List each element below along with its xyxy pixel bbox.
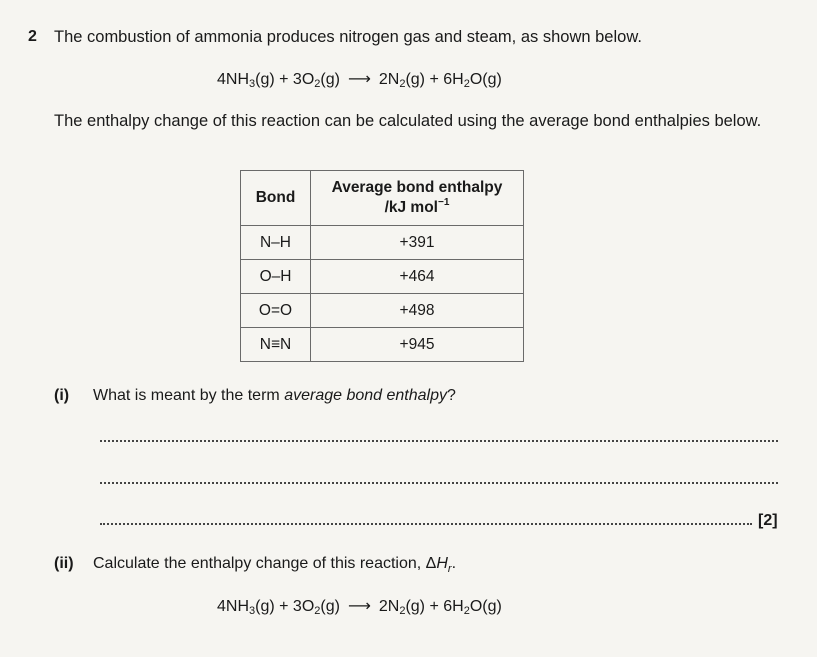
enthalpy-cell: +498: [311, 294, 524, 328]
bond-cell: O–H: [241, 260, 311, 294]
enthalpy-cell: +391: [311, 226, 524, 260]
answer-line-1[interactable]: [100, 440, 778, 442]
answer-line-3[interactable]: [100, 523, 752, 525]
enthalpy-cell: +464: [311, 260, 524, 294]
table-row: [241, 294, 524, 328]
arrow-icon: ⟶: [347, 598, 371, 615]
marks-label: [2]: [758, 512, 778, 529]
bond-cell: N≡N: [241, 328, 311, 362]
table-row: [241, 328, 524, 362]
reaction-equation: $4NH_3(g) + 3O_2(g)$ ⟶ $2N_2(g) + 6H_2O(g)$: [217, 71, 502, 90]
part-ii-label: (ii): [54, 555, 74, 572]
reaction-equation-repeat: $4NH_3(g) + 3O_2(g)$ ⟶ $2N_2(g) + 6H_2O(g)$: [217, 598, 502, 617]
part-i-label: (i): [54, 387, 70, 404]
bond-enthalpy-table: [240, 170, 524, 362]
question-stem: The combustion of ammonia produces nitrogen gas and steam, as shown below.: [54, 28, 642, 46]
part-i-question: What is meant by the term average bond enthalpy?: [93, 387, 456, 404]
enthalpy-column-header: Average bond enthalpy /kJ mol$^{-1}$: [311, 171, 524, 226]
bond-cell: O=O: [241, 294, 311, 328]
arrow-icon: ⟶: [347, 71, 371, 88]
intro-text: The enthalpy change of this reaction can be calculated using the average bond enthalpies below.: [54, 112, 762, 130]
enthalpy-cell: +945: [311, 328, 524, 362]
table-header-row: [241, 171, 524, 226]
question-number: 2: [28, 28, 37, 45]
part-ii-question: Calculate the enthalpy change of this reaction, $\Delta H_r$.: [93, 555, 457, 576]
bond-cell: N–H: [241, 226, 311, 260]
table-row: [241, 260, 524, 294]
bond-column-header: Bond: [241, 171, 311, 226]
answer-line-2[interactable]: [100, 482, 778, 484]
table-row: [241, 226, 524, 260]
